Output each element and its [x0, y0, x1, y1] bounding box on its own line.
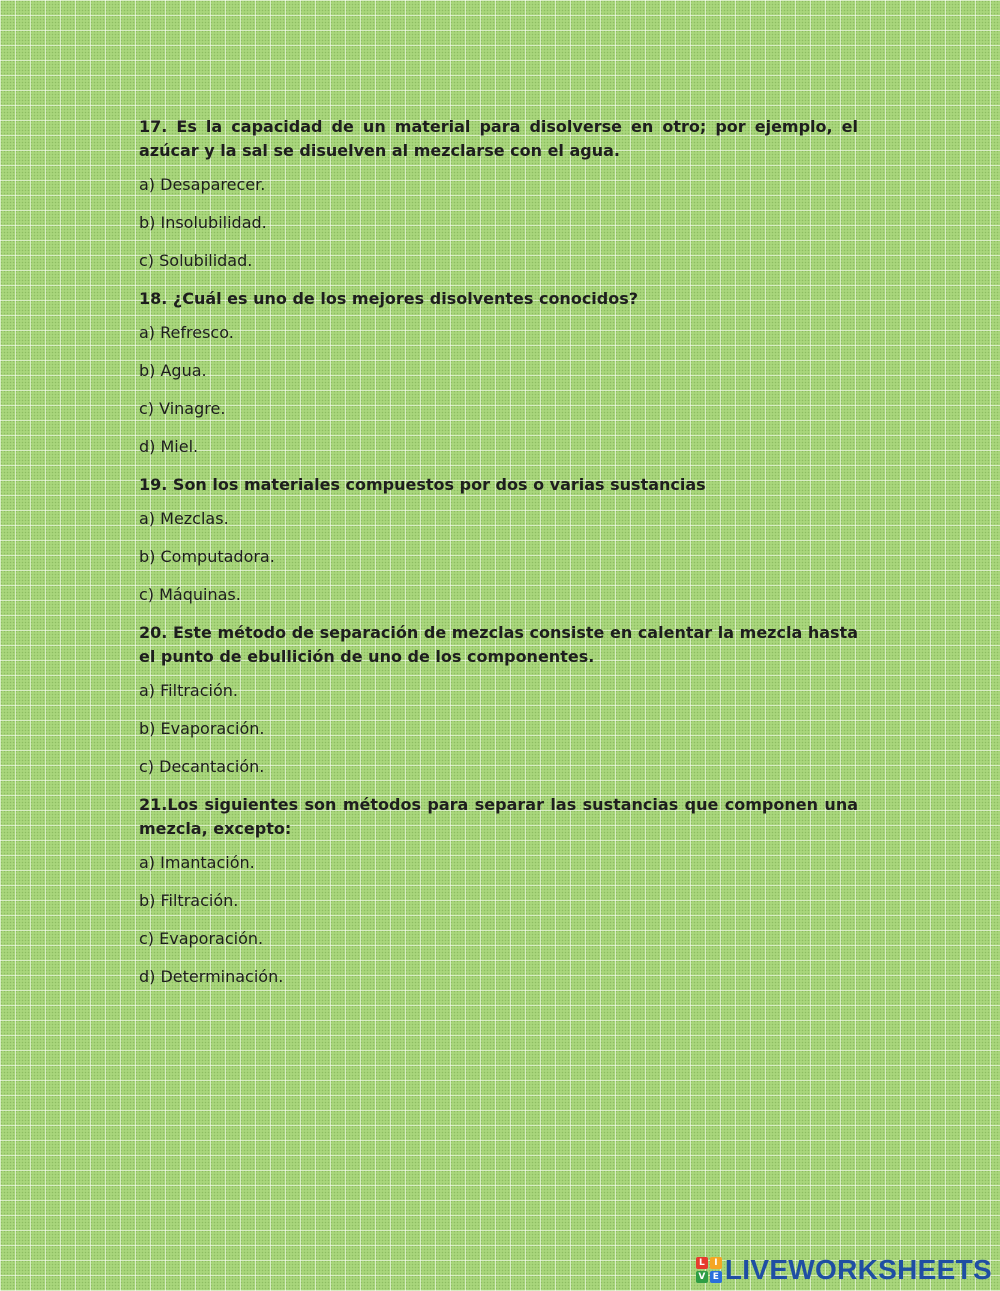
logo-mark-letter: I: [710, 1257, 722, 1269]
question-21: [139, 793, 858, 989]
option-a[interactable]: a) Mezclas.: [139, 509, 229, 528]
option-d[interactable]: d) Determinación.: [139, 967, 284, 986]
option-a[interactable]: a) Desaparecer.: [139, 175, 266, 194]
logo-mark-letter: L: [696, 1257, 708, 1269]
option-d[interactable]: d) Miel.: [139, 437, 199, 456]
option-a[interactable]: a) Refresco.: [139, 323, 234, 342]
option-b[interactable]: b) Agua.: [139, 361, 207, 380]
option-c[interactable]: c) Evaporación.: [139, 929, 264, 948]
logo-mark-letter: E: [710, 1271, 722, 1283]
option-b[interactable]: b) Insolubilidad.: [139, 213, 267, 232]
option-a[interactable]: a) Imantación.: [139, 853, 255, 872]
logo-text: LIVEWORKSHEETS: [724, 1254, 992, 1285]
option-b[interactable]: b) Evaporación.: [139, 719, 265, 738]
question-18: [139, 287, 858, 459]
option-a[interactable]: a) Filtración.: [139, 681, 238, 700]
worksheet: [139, 115, 858, 989]
question-text: 20. Este método de separación de mezclas consiste en calentar la mezcla hasta el punto de ebullición de uno de los componentes.: [139, 623, 858, 666]
question-text: 18. ¿Cuál es uno de los mejores disolventes conocidos?: [139, 289, 639, 308]
option-c[interactable]: c) Vinagre.: [139, 399, 226, 418]
liveworksheets-logo[interactable]: [696, 1253, 992, 1287]
option-b[interactable]: b) Filtración.: [139, 891, 239, 910]
liveworksheets-logo-icon: [696, 1257, 722, 1283]
question-text: 17. Es la capacidad de un material para disolverse en otro; por ejemplo, el azúcar y la sal se disuelven al mezclarse con el agua.: [139, 117, 858, 160]
question-text: 21.Los siguientes son métodos para separar las sustancias que componen una mezcla, excepto:: [139, 795, 858, 838]
option-c[interactable]: c) Decantación.: [139, 757, 265, 776]
option-b[interactable]: b) Computadora.: [139, 547, 275, 566]
question-20: [139, 621, 858, 779]
question-text: 19. Son los materiales compuestos por dos o varias sustancias: [139, 475, 706, 494]
question-17: [139, 115, 858, 273]
option-c[interactable]: c) Solubilidad.: [139, 251, 253, 270]
option-c[interactable]: c) Máquinas.: [139, 585, 241, 604]
question-19: [139, 473, 858, 607]
logo-mark-letter: V: [696, 1271, 708, 1283]
